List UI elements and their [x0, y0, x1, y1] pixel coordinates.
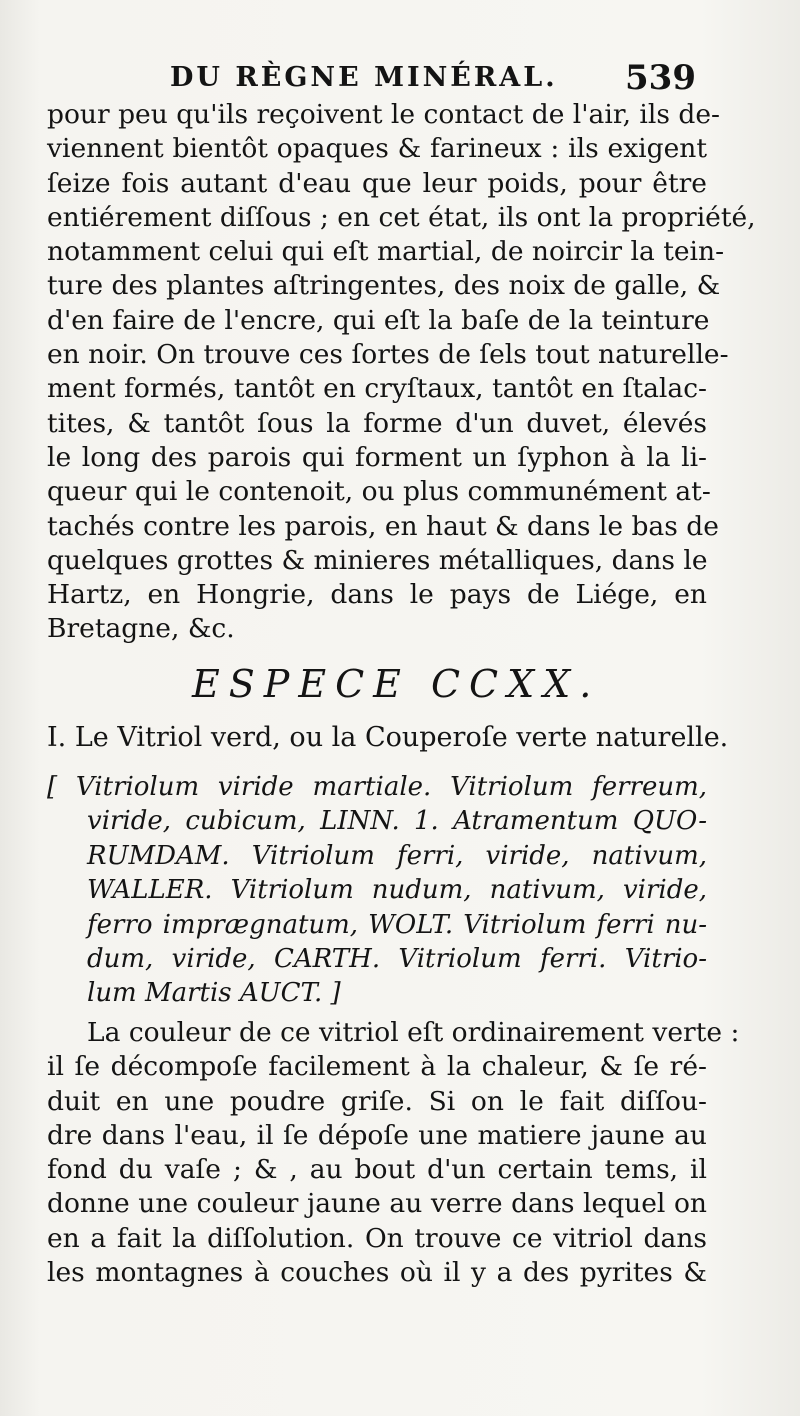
text-line: La couleur de ce vitriol eſt ordinairement verte :	[87, 1017, 740, 1048]
text-line: Bretagne, &c.	[47, 613, 235, 645]
running-head: DU RÈGNE MINÉRAL.	[170, 62, 558, 93]
synonyms-block	[47, 770, 707, 1011]
text-line: d'en faire de l'encre, qui eſt la baſe de la teinture	[47, 304, 710, 336]
paragraph-1	[47, 98, 756, 647]
synonym-line: lum Martis AUCT. ]	[87, 978, 341, 1009]
species-title: I. Le Vitriol verd, ou la Couperoſe verte naturelle.	[47, 722, 729, 753]
synonym-line: [ Vitriolum viride martiale. Vitriolum ferreum,	[47, 772, 707, 802]
text-line: notamment celui qui eſt martial, de noircir la tein-	[47, 236, 725, 268]
text-line: fond du vaſe ; & , au bout d'un certain tems, il	[47, 1154, 707, 1186]
text-line: il ſe décompoſe facilement à la chaleur, & ſe ré-	[47, 1051, 707, 1083]
section-heading: ESPECE CCXX.	[192, 662, 601, 706]
synonym-line: dum, viride, CARTH. Vitriolum ferri. Vitrio-	[87, 943, 707, 974]
text-line: ment formés, tantôt en cryſtaux, tantôt en ſtalac-	[47, 373, 707, 405]
text-line: en a fait la diſſolution. On trouve ce vitriol dans	[47, 1222, 707, 1254]
synonym-line: RUMDAM. Vitriolum ferri, viride, nativum,	[87, 840, 707, 871]
text-line: ſeize fois autant d'eau que leur poids, pour être	[47, 167, 707, 199]
synonym-line: ferro imprægnatum, WOLT. Vitriolum ferri nu-	[87, 909, 707, 940]
text-line: entiérement diſſous ; en cet état, ils ont la propriété,	[47, 201, 756, 233]
text-line: duit en une poudre griſe. Si on le fait diſſou-	[47, 1085, 707, 1117]
text-line: viennent bientôt opaques & farineux : ils exigent	[47, 133, 707, 165]
text-line: queur qui le contenoit, ou plus communément at-	[47, 476, 711, 508]
synonym-line: WALLER. Vitriolum nudum, nativum, viride,	[87, 875, 707, 906]
text-line: tites, & tantôt ſous la forme d'un duvet, élevés	[47, 407, 707, 439]
text-line: pour peu qu'ils reçoivent le contact de l'air, ils de-	[47, 99, 721, 130]
synonym-line: viride, cubicum, LINN. 1. Atramentum QUO-	[87, 806, 707, 837]
text-line: les montagnes à couches où il y a des pyrites &	[47, 1257, 707, 1289]
text-line: ture des plantes aſtringentes, des noix de galle, &	[47, 270, 721, 302]
text-line: Hartz, en Hongrie, dans le pays de Liége, en	[47, 579, 707, 611]
text-line: tachés contre les parois, en haut & dans le bas de	[47, 510, 719, 542]
paragraph-2	[47, 1016, 740, 1290]
text-line: le long des parois qui forment un ſyphon à la li-	[47, 441, 707, 473]
text-line: en noir. On trouve ces ſortes de ſels tout naturelle-	[47, 339, 729, 371]
text-line: donne une couleur jaune au verre dans lequel on	[47, 1188, 707, 1220]
page-number: 539	[625, 58, 696, 98]
text-line: quelques grottes & minieres métalliques, dans le	[47, 544, 708, 576]
text-line: dre dans l'eau, il ſe dépoſe une matiere jaune au	[47, 1119, 707, 1151]
